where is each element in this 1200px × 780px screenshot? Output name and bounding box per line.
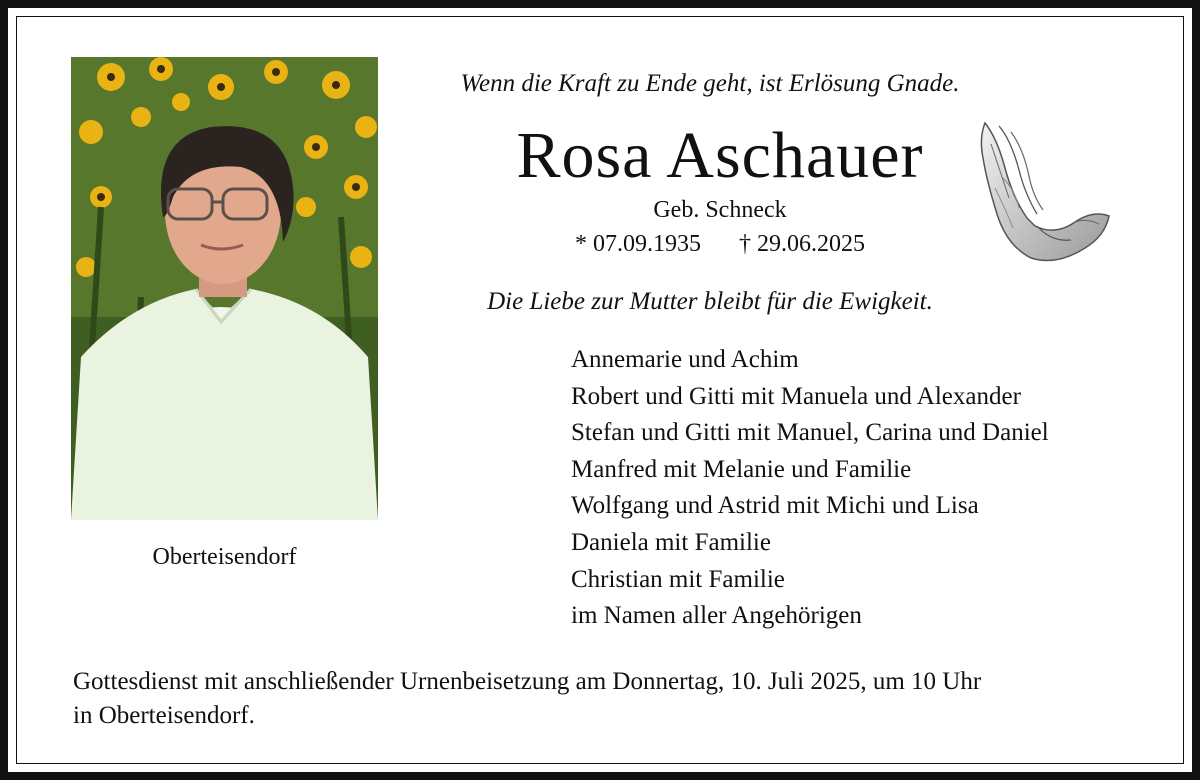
portrait-photo	[71, 57, 378, 520]
deceased-name: Rosa Aschauer	[516, 119, 924, 192]
mourner-line: im Namen aller Angehörigen	[571, 602, 862, 630]
birth-date: * 07.09.1935	[575, 231, 701, 257]
praying-hands-icon	[975, 118, 1115, 268]
mourner-line: Daniela mit Familie	[571, 528, 771, 556]
service-line: in Oberteisendorf.	[73, 702, 255, 729]
motto-bottom: Die Liebe zur Mutter bleibt für die Ewigkeit.	[487, 288, 933, 315]
motto-top: Wenn die Kraft zu Ende geht, ist Erlösung Gnade.	[460, 70, 960, 97]
mourners-list	[571, 342, 1049, 635]
death-date: † 29.06.2025	[739, 231, 865, 257]
maiden-name: Geb. Schneck	[653, 197, 787, 223]
service-announcement	[73, 665, 1163, 733]
mourner-line: Stefan und Gitti mit Manuel, Carina und Daniel	[571, 419, 1049, 447]
mourner-line: Annemarie und Achim	[571, 346, 799, 373]
mourner-line: Christian mit Familie	[571, 565, 785, 593]
service-line: Gottesdienst mit anschließender Urnenbeisetzung am Donnertag, 10. Juli 2025, um 10 Uhr	[73, 668, 982, 695]
mourner-line: Wolfgang und Astrid mit Michi und Lisa	[571, 492, 979, 520]
place-name: Oberteisendorf	[152, 544, 297, 570]
mourner-line: Robert und Gitti mit Manuela und Alexander	[571, 382, 1021, 410]
life-dates	[480, 231, 960, 258]
mourner-line: Manfred mit Melanie und Familie	[571, 455, 912, 483]
